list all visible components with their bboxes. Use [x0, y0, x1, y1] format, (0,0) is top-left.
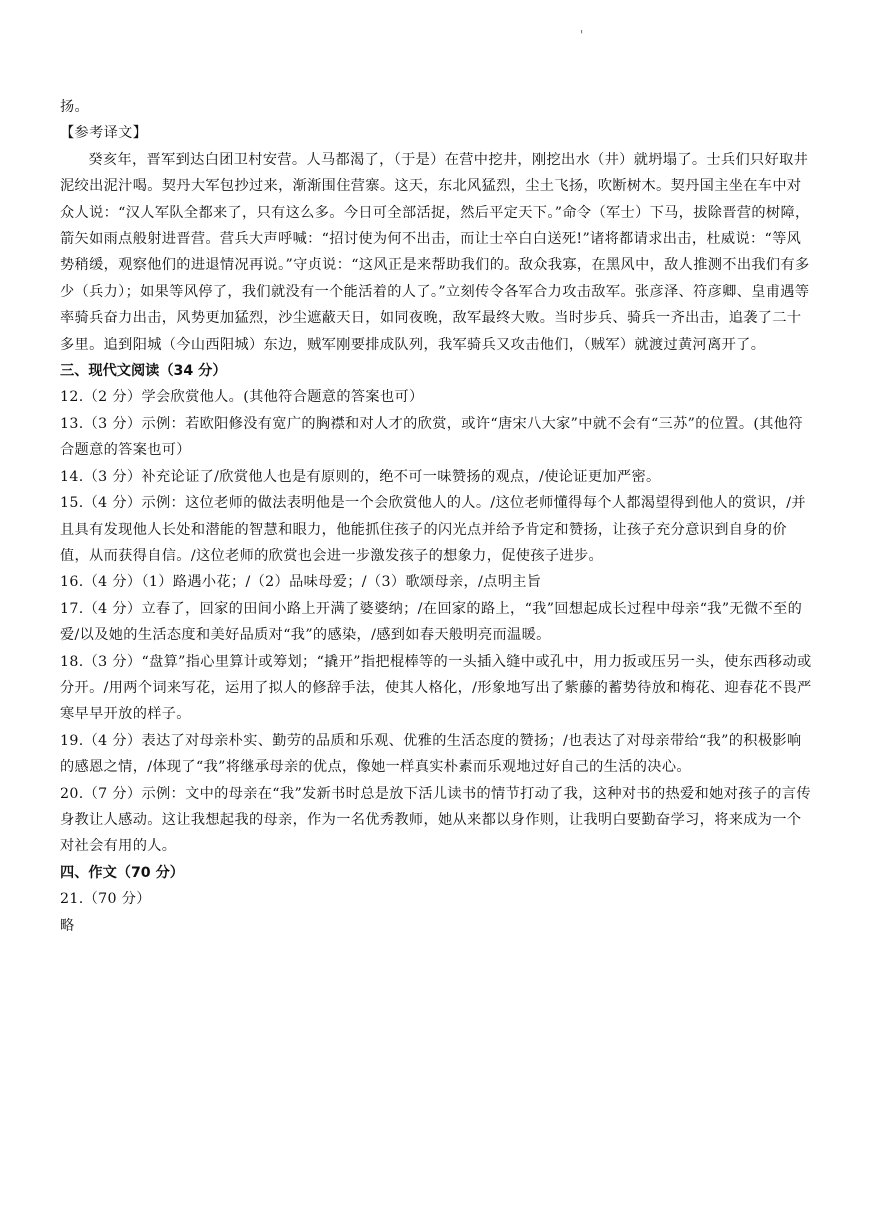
answer-item-13: 13.（3 分）示例：若欧阳修没有宽广的胸襟和对人才的欣赏，或许“唐宋八大家”中就不会有“三苏”的位置。(其他符合题意的答案也可） [60, 415, 803, 459]
answer-item-21-text: 略 [60, 917, 75, 934]
translation-paragraph: 癸亥年，晋军到达白团卫村安营。人马都渴了，（于是）在营中挖井，刚挖出水（井）就坍塌了。士兵们只好取井泥绞出泥汁喝。契丹大军包抄过来，渐渐围住营寨。这天，东北风猛烈，尘土飞扬，吹断树木。契丹国主坐在车中对众人说：“汉人军队全都来了，只有这么多。今日可全部活捉，然后平定天下。”命令（军士）下马，拔除晋营的树障，箭矢如雨点般射进晋营。营兵大声呼喊：“招讨使为何不出击，而让士卒白白送死!”诸将都请求出击，杜威说：“等风势稍缓，观察他们的进退情况再说。”守贞说：“这风正是来帮助我们的。敌众我寡，在黑风中，敌人推测不出我们有多少（兵力）；如果等风停了，我们就没有一个能活着的人了。”立刻传令各军合力攻击敌军。张彦泽、符彦卿、皇甫遇等率骑兵奋力出击，风势更加猛烈，沙尘遮蔽天日，如同夜晚，敌军最终大败。当时步兵、骑兵一齐出击，追袭了二十多里。追到阳城（今山西阳城）东边，贼军刚要排成队列，我军骑兵又攻击他们，（贼军）就渡过黄河离开了。 [60, 151, 810, 353]
answer-item-18: 18.（3 分）“盘算”指心里算计或筹划；“撬开”指把棍棒等的一头插入缝中或孔中，用力扳或压另一头，使东西移动或分开。/用两个词来写花，运用了拟人的修辞手法，使其人格化，/形象地写出了紫藤的蓄势待放和梅花、迎春花不畏严寒早早开放的样子。 [60, 653, 812, 723]
header-mark: ' [580, 28, 584, 42]
answer-item-21: 21.（70 分） [60, 891, 151, 908]
answer-item-19: 19.（4 分）表达了对母亲朴实、勤劳的品质和乐观、优雅的生活态度的赞扬；/也表达了对母亲带给“我”的积极影响的感恩之情，/体现了“我”将继承母亲的优点，像她一样真实朴素而乐观地过好自己的生活的决心。 [60, 732, 802, 776]
continued-text: 扬。 [60, 99, 90, 115]
answer-item-14: 14.（3 分）补充论证了/欣赏他人也是有原则的，绝不可一味赞扬的观点，/使论证更加严密。 [60, 468, 661, 485]
answer-item-17: 17.（4 分）立春了，回家的田间小路上开满了婆婆纳；/在回家的路上，“我”回想起成长过程中母亲“我”无微不至的爱/以及她的生活态度和美好品质对“我”的感染，/感到如春天般明亮而温暖。 [60, 600, 803, 644]
answer-item-20: 20.（7 分）示例：文中的母亲在“我”发新书时总是放下活儿读书的情节打动了我，这种对书的热爱和她对孩子的言传身教让人感动。这让我想起我的母亲，作为一名优秀教师，她从来都以身作则，让我明白要勤奋学习，将来成为一个对社会有用的人。 [60, 785, 811, 855]
answer-key-page [60, 94, 812, 939]
section-3-heading: 三、现代文阅读（34 分） [60, 363, 227, 380]
section-4-heading: 四、作文（70 分） [60, 864, 184, 881]
translation-heading: 【参考译文】 [60, 125, 148, 142]
answer-item-12: 12.（2 分）学会欣赏他人。(其他符合题意的答案也可） [60, 389, 424, 406]
answer-item-16: 16.（4 分）（1）路遇小花；/（2）品味母爱；/（3）歌颂母亲，/点明主旨 [60, 574, 542, 591]
answer-item-15: 15.（4 分）示例：这位老师的做法表明他是一个会欣赏他人的人。/这位老师懂得每个人都渴望得到他人的赏识，/并且具有发现他人长处和潜能的智慧和眼力，他能抓住孩子的闪光点并给予肯定和赞扬，让孩子充分意识到自身的价值，从而获得自信。/这位老师的欣赏也会进一步激发孩子的想象力，促使孩子进步。 [60, 495, 806, 564]
